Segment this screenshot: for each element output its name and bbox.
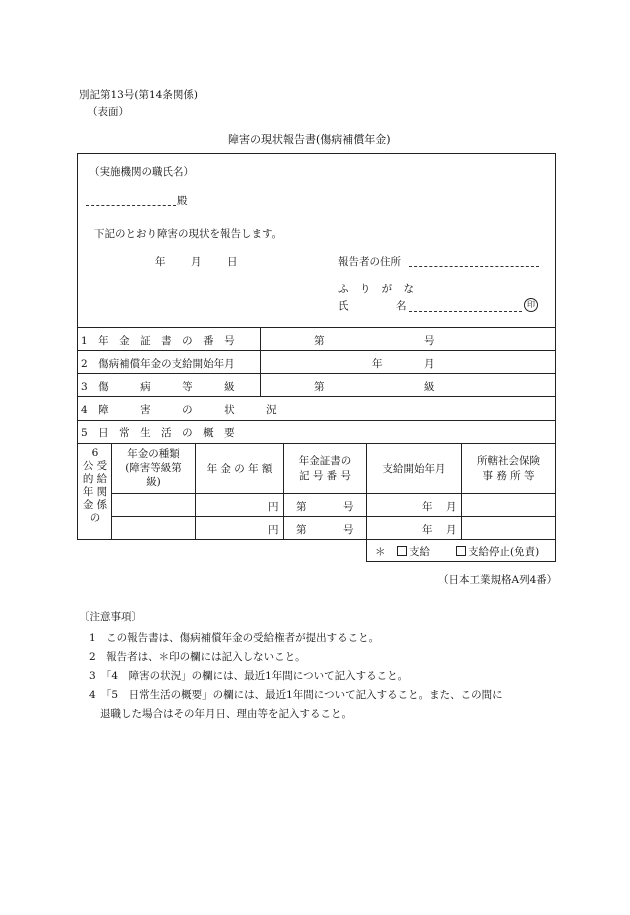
note-item: 2 報告者は、＊印の欄には記入しないこと。 bbox=[89, 651, 306, 663]
header-office: 所轄社会保険 事 務 所 等 bbox=[477, 455, 540, 482]
institution-field[interactable] bbox=[86, 205, 176, 206]
row2-year: 年 bbox=[372, 358, 383, 370]
suspension-checkbox[interactable] bbox=[456, 546, 466, 556]
note-item: 退職した場合はその年月日、理由等を記入すること。 bbox=[100, 708, 352, 720]
jis-note: （日本工業規格A列4番） bbox=[438, 574, 558, 586]
seal-mark: 印 bbox=[524, 298, 538, 312]
row6b-yen: 円 bbox=[268, 524, 279, 536]
row6-label: 6 公 受 的 給 年 関 金 係 の bbox=[82, 447, 108, 524]
row6b-gou: 号 bbox=[343, 524, 354, 536]
side-label: （表面） bbox=[87, 106, 129, 118]
header-certificate-number: 年金証書の 記 号 番 号 bbox=[298, 455, 352, 482]
dono-label: 殿 bbox=[177, 195, 188, 207]
row6a-month: 月 bbox=[446, 501, 457, 513]
notes-title: 〔注意事項〕 bbox=[79, 611, 142, 623]
row2-month: 月 bbox=[424, 358, 435, 370]
row6b-year: 年 bbox=[422, 524, 433, 536]
row6b-month: 月 bbox=[446, 524, 457, 536]
suspension-label: 支給停止(免責) bbox=[468, 546, 540, 558]
note-item: 3 「4 障害の状況」の欄には、最近1年間について記入すること。 bbox=[89, 670, 409, 682]
intro-text: 下記のとおり障害の現状を報告します。 bbox=[94, 228, 283, 240]
page-title: 障害の現状報告書(傷病補償年金) bbox=[228, 133, 391, 146]
status-option-suspension[interactable] bbox=[456, 544, 539, 559]
note-item: 4 「5 日常生活の概要」の欄には、最近1年間について記入すること。また、この間に bbox=[89, 689, 503, 701]
row6a-gou: 号 bbox=[343, 501, 354, 513]
payment-label: 支給 bbox=[409, 546, 430, 558]
date-month-label: 月 bbox=[191, 256, 202, 268]
row6a-dai: 第 bbox=[296, 501, 307, 513]
row2-label: 2 傷病補償年金の支給開始年月 bbox=[81, 358, 235, 370]
name-label-mei: 名 bbox=[396, 300, 407, 312]
row3-label: 3 傷 病 等 級 bbox=[81, 381, 235, 393]
name-field[interactable] bbox=[409, 311, 522, 312]
payment-checkbox[interactable] bbox=[397, 546, 407, 556]
header-start-month: 支給開始年月 bbox=[382, 463, 446, 475]
row4-label: 4 障 害 の 状 況 bbox=[81, 404, 277, 416]
note-item: 1 この報告書は、傷病補償年金の受給権者が提出すること。 bbox=[89, 632, 380, 644]
name-label-shi: 氏 bbox=[338, 300, 349, 312]
header-pension-type: 年金の種類 (障害等級第 級) bbox=[125, 448, 182, 488]
date-day-label: 日 bbox=[227, 256, 238, 268]
address-label: 報告者の住所 bbox=[338, 256, 401, 268]
row6b-dai: 第 bbox=[296, 524, 307, 536]
row6a-yen: 円 bbox=[268, 501, 279, 513]
row5-label: 5 日 常 生 活 の 概 要 bbox=[81, 427, 235, 439]
header-annual-amount: 年 金 の 年 額 bbox=[206, 463, 273, 475]
date-year-label: 年 bbox=[155, 256, 166, 268]
row3-dai: 第 bbox=[314, 381, 325, 393]
status-option-payment[interactable] bbox=[397, 544, 430, 559]
row1-label: 1 年 金 証 書 の 番 号 bbox=[81, 335, 235, 347]
row6a-year: 年 bbox=[422, 501, 433, 513]
row1-gou: 号 bbox=[424, 335, 435, 347]
form-number: 別記第13号(第14条関係) bbox=[79, 89, 198, 101]
row3-kyu: 級 bbox=[424, 381, 435, 393]
institution-label: （実施機関の職氏名） bbox=[89, 166, 194, 178]
status-star: ＊ bbox=[375, 546, 386, 558]
row1-dai: 第 bbox=[314, 335, 325, 347]
furigana-label: ふ り が な bbox=[338, 283, 419, 295]
address-field[interactable] bbox=[409, 266, 539, 267]
